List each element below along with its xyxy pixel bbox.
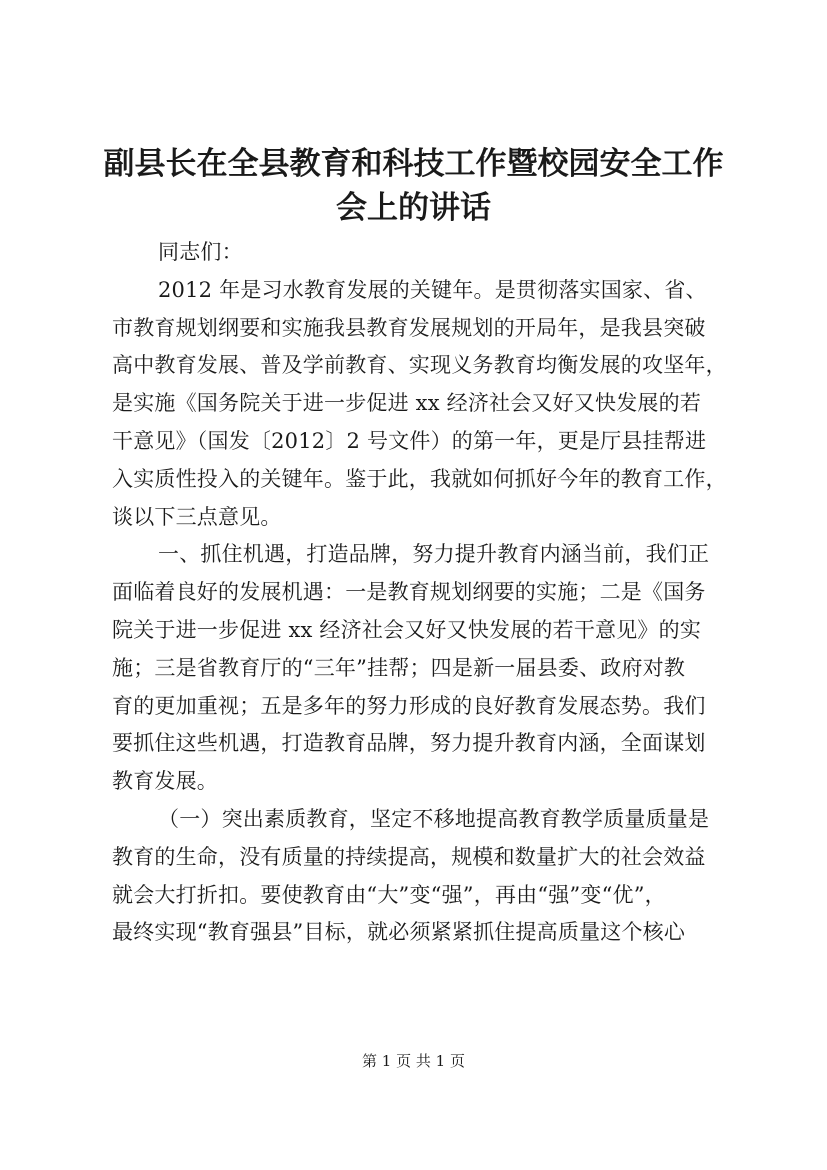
paragraph-line: 高中教育发展、普及学前教育、实现义务教育均衡发展的攻坚年，: [112, 353, 727, 378]
paragraph-line: 育的更加重视；五是多年的努力形成的良好教育发展态势。我们: [112, 693, 706, 718]
title-line-1: 副县长在全县教育和科技工作暨校园安全工作: [103, 146, 724, 182]
paragraph-line: 入实质性投入的关键年。鉴于此，我就如何抓好今年的教育工作，: [112, 466, 727, 491]
salutation: 同志们：: [158, 240, 243, 264]
paragraph-line: 教育发展。: [112, 769, 218, 794]
document-title: [100, 142, 727, 230]
paragraph-line: 市教育规划纲要和实施我县教育发展规划的开局年，是我县突破: [112, 315, 706, 340]
paragraph-line: 院关于进一步促进 xx 经济社会又好又快发展的若干意见》的实: [112, 617, 702, 642]
paragraph-line: 一、抓住机遇，打造品牌，努力提升教育内涵当前，我们正: [158, 542, 710, 567]
page-footer: 第 1 页 共 1 页: [362, 1052, 465, 1070]
paragraph-line: 谈以下三点意见。: [112, 504, 282, 529]
paragraph-line: 最终实现“教育强县”目标，就必须紧紧抓住提高质量这个核心: [112, 920, 686, 945]
paragraph-line: 是实施《国务院关于进一步促进 xx 经济社会又好又快发展的若: [112, 391, 702, 416]
document-body: [112, 234, 727, 952]
paragraph-line: （一）突出素质教育，坚定不移地提高教育教学质量质量是: [158, 806, 710, 831]
paragraph-line: 就会大打折扣。要使教育由“大”变“强”，再由“强”变“优”，: [112, 882, 666, 907]
paragraph-line: 要抓住这些机遇，打造教育品牌，努力提升教育内涵，全面谋划: [112, 731, 706, 756]
paragraph-line: 教育的生命，没有质量的持续提高，规模和数量扩大的社会效益: [112, 844, 706, 869]
paragraph-line: 面临着良好的发展机遇：一是教育规划纲要的实施；二是《国务: [112, 580, 706, 605]
paragraph-line: 施；三是省教育厅的“三年”挂帮；四是新一届县委、政府对教: [112, 655, 686, 680]
paragraph-line: 干意见》（国发〔2012〕2 号文件）的第一年，更是厅县挂帮进: [112, 428, 707, 453]
paragraph-line: 2012 年是习水教育发展的关键年。是贯彻落实国家、省、: [158, 277, 707, 302]
title-line-2: 会上的讲话: [336, 190, 491, 226]
